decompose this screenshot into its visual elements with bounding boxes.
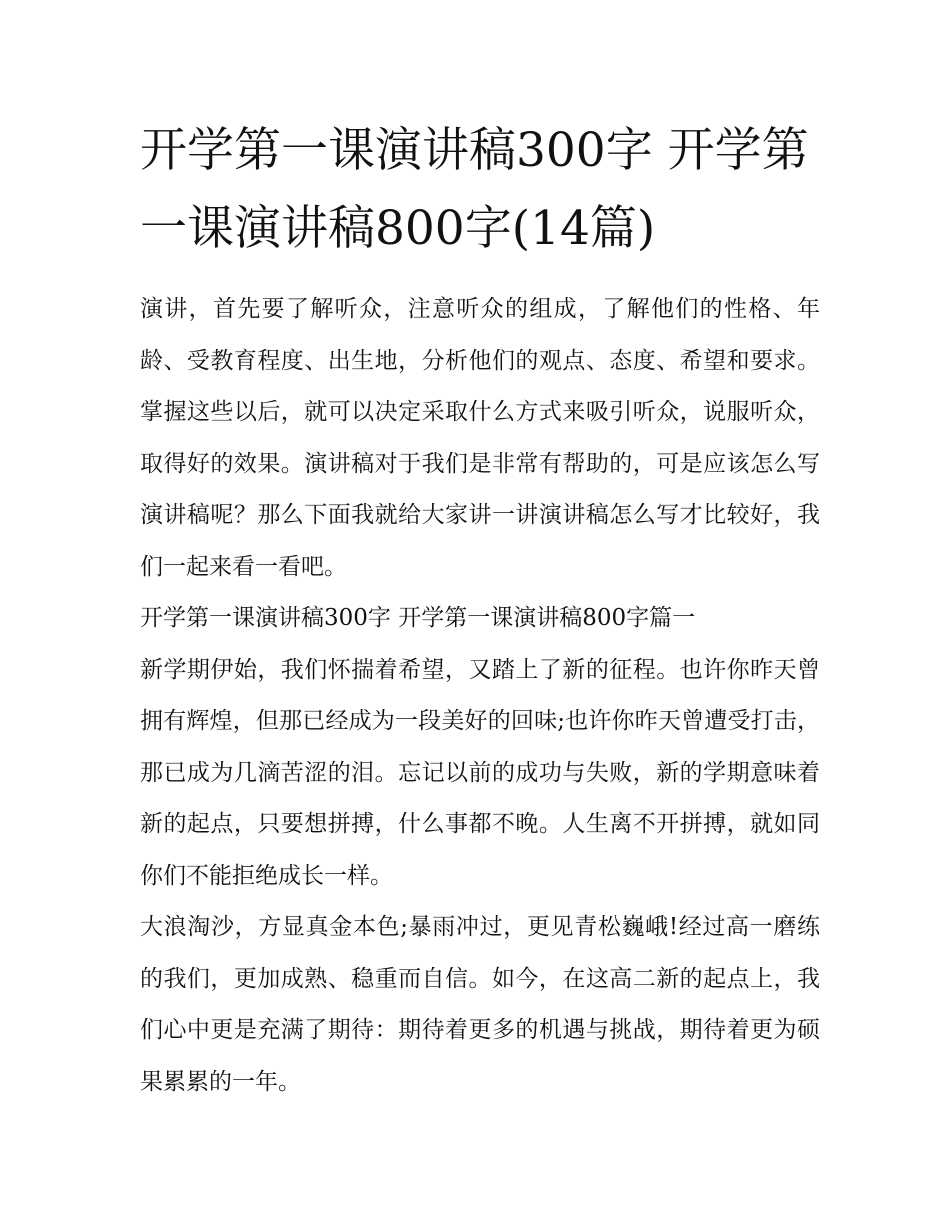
body-paragraph: 新学期伊始，我们怀揣着希望，又踏上了新的征程。也许你昨天曾拥有辉煌，但那已经成为一段美好的回味;也许你昨天曾遭受打击，那已成为几滴苦涩的泪。忘记以前的成功与失败，新的学期意味着新的起点，只要想拼搏，什么事都不晚。人生离不开拼搏，就如同你们不能拒绝成长一样。 — [140, 656, 820, 889]
body-paragraph: 大浪淘沙，方显真金本色;暴雨冲过，更见青松巍峨!经过高一磨练的我们，更加成熟、稳重而自信。如今，在这高二新的起点上，我们心中更是充满了期待：期待着更多的机遇与挑战，期待着更为硕果累累的一年。 — [140, 914, 820, 1095]
section-heading: 开学第一课演讲稿300字 开学第一课演讲稿800字篇一 — [140, 605, 696, 631]
document-content — [140, 112, 820, 1108]
document-title: 开学第一课演讲稿300字 开学第一课演讲稿800字(14篇) — [140, 123, 809, 256]
document-body — [140, 284, 820, 1108]
intro-paragraph: 演讲，首先要了解听众，注意听众的组成，了解他们的性格、年龄、受教育程度、出生地，分析他们的观点、态度、希望和要求。掌握这些以后，就可以决定采取什么方式来吸引听众，说服听众，取得好的效果。演讲稿对于我们是非常有帮助的，可是应该怎么写演讲稿呢？那么下面我就给大家讲一讲演讲稿怎么写才比较好，我们一起来看一看吧。 — [140, 296, 820, 580]
